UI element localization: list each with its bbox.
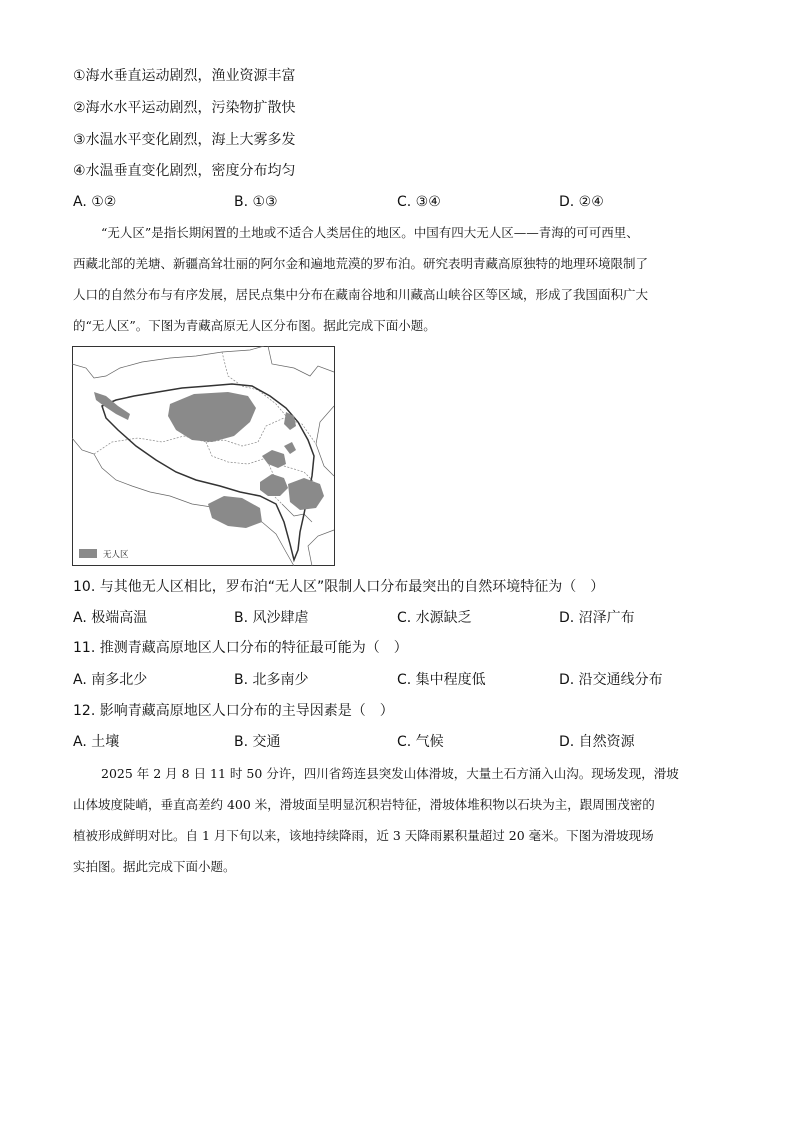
legend-label: 无人区 (103, 550, 129, 560)
statement-2: ②海水水平运动剧烈，污染物扩散快 (73, 100, 296, 116)
question-10-stem: 10. 与其他无人区相比，罗布泊“无人区”限制人口分布最突出的自然环境特征为（ ） (73, 579, 605, 595)
passage-1-line: “无人区”是指长期闲置的土地或不适合人类居住的地区。中国有四大无人区——青海的可可西里、 (101, 225, 639, 240)
statement-4: ④水温垂直变化剧烈，密度分布均匀 (73, 163, 296, 179)
option-b: B. 北多南少 (234, 672, 309, 688)
passage-1-line: 西藏北部的羌塘、新疆高耸壮丽的阿尔金和遍地荒漠的罗布泊。研究表明青藏高原独特的地理环境限制了 (73, 256, 649, 271)
passage-2-line: 山体坡度陡峭，垂直高差约 400 米，滑坡面呈明显沉积岩特征，滑坡体堆积物以石块为主，跟周围茂密的 (73, 797, 655, 812)
option-a: A. 南多北少 (73, 672, 148, 688)
question-12-stem: 12. 影响青藏高原地区人口分布的主导因素是（ ） (73, 703, 394, 719)
option-d: D. 沼泽广布 (559, 610, 635, 626)
option-d: D. ②④ (559, 194, 604, 210)
statement-1: ①海水垂直运动剧烈，渔业资源丰富 (73, 68, 296, 84)
option-b: B. 风沙肆虐 (234, 610, 309, 626)
passage-1 (73, 223, 723, 347)
map-frame (73, 347, 335, 566)
option-b: B. ①③ (234, 194, 278, 210)
option-a: A. ①② (73, 194, 117, 210)
passage-2 (73, 764, 723, 888)
option-b: B. 交通 (234, 734, 281, 750)
option-c: C. 集中程度低 (397, 672, 486, 688)
option-d: D. 自然资源 (559, 734, 635, 750)
question-11-stem: 11. 推测青藏高原地区人口分布的特征最可能为（ ） (73, 640, 408, 656)
passage-2-line: 实拍图。据此完成下面小题。 (73, 859, 236, 874)
no-mans-land-map (72, 346, 335, 566)
legend-swatch (79, 549, 97, 558)
option-c: C. 气候 (397, 734, 444, 750)
passage-1-line: 人口的自然分布与有序发展，居民点集中分布在藏南谷地和川藏高山峡谷区等区域，形成了我国面积广大 (73, 287, 649, 302)
statement-3: ③水温水平变化剧烈，海上大雾多发 (73, 132, 296, 148)
passage-2-line: 植被形成鲜明对比。自 1 月下旬以来，该地持续降雨，近 3 天降雨累积量超过 20 毫米。下图为滑坡现场 (73, 828, 654, 843)
option-a: A. 极端高温 (73, 610, 148, 626)
option-c: C. 水源缺乏 (397, 610, 472, 626)
option-a: A. 土壤 (73, 734, 120, 750)
option-c: C. ③④ (397, 194, 441, 210)
passage-1-line: 的“无人区”。下图为青藏高原无人区分布图。据此完成下面小题。 (73, 318, 436, 333)
option-d: D. 沿交通线分布 (559, 672, 663, 688)
passage-2-line: 2025 年 2 月 8 日 11 时 50 分许，四川省筠连县突发山体滑坡，大量土石方涌入山沟。现场发现，滑坡 (101, 766, 679, 781)
